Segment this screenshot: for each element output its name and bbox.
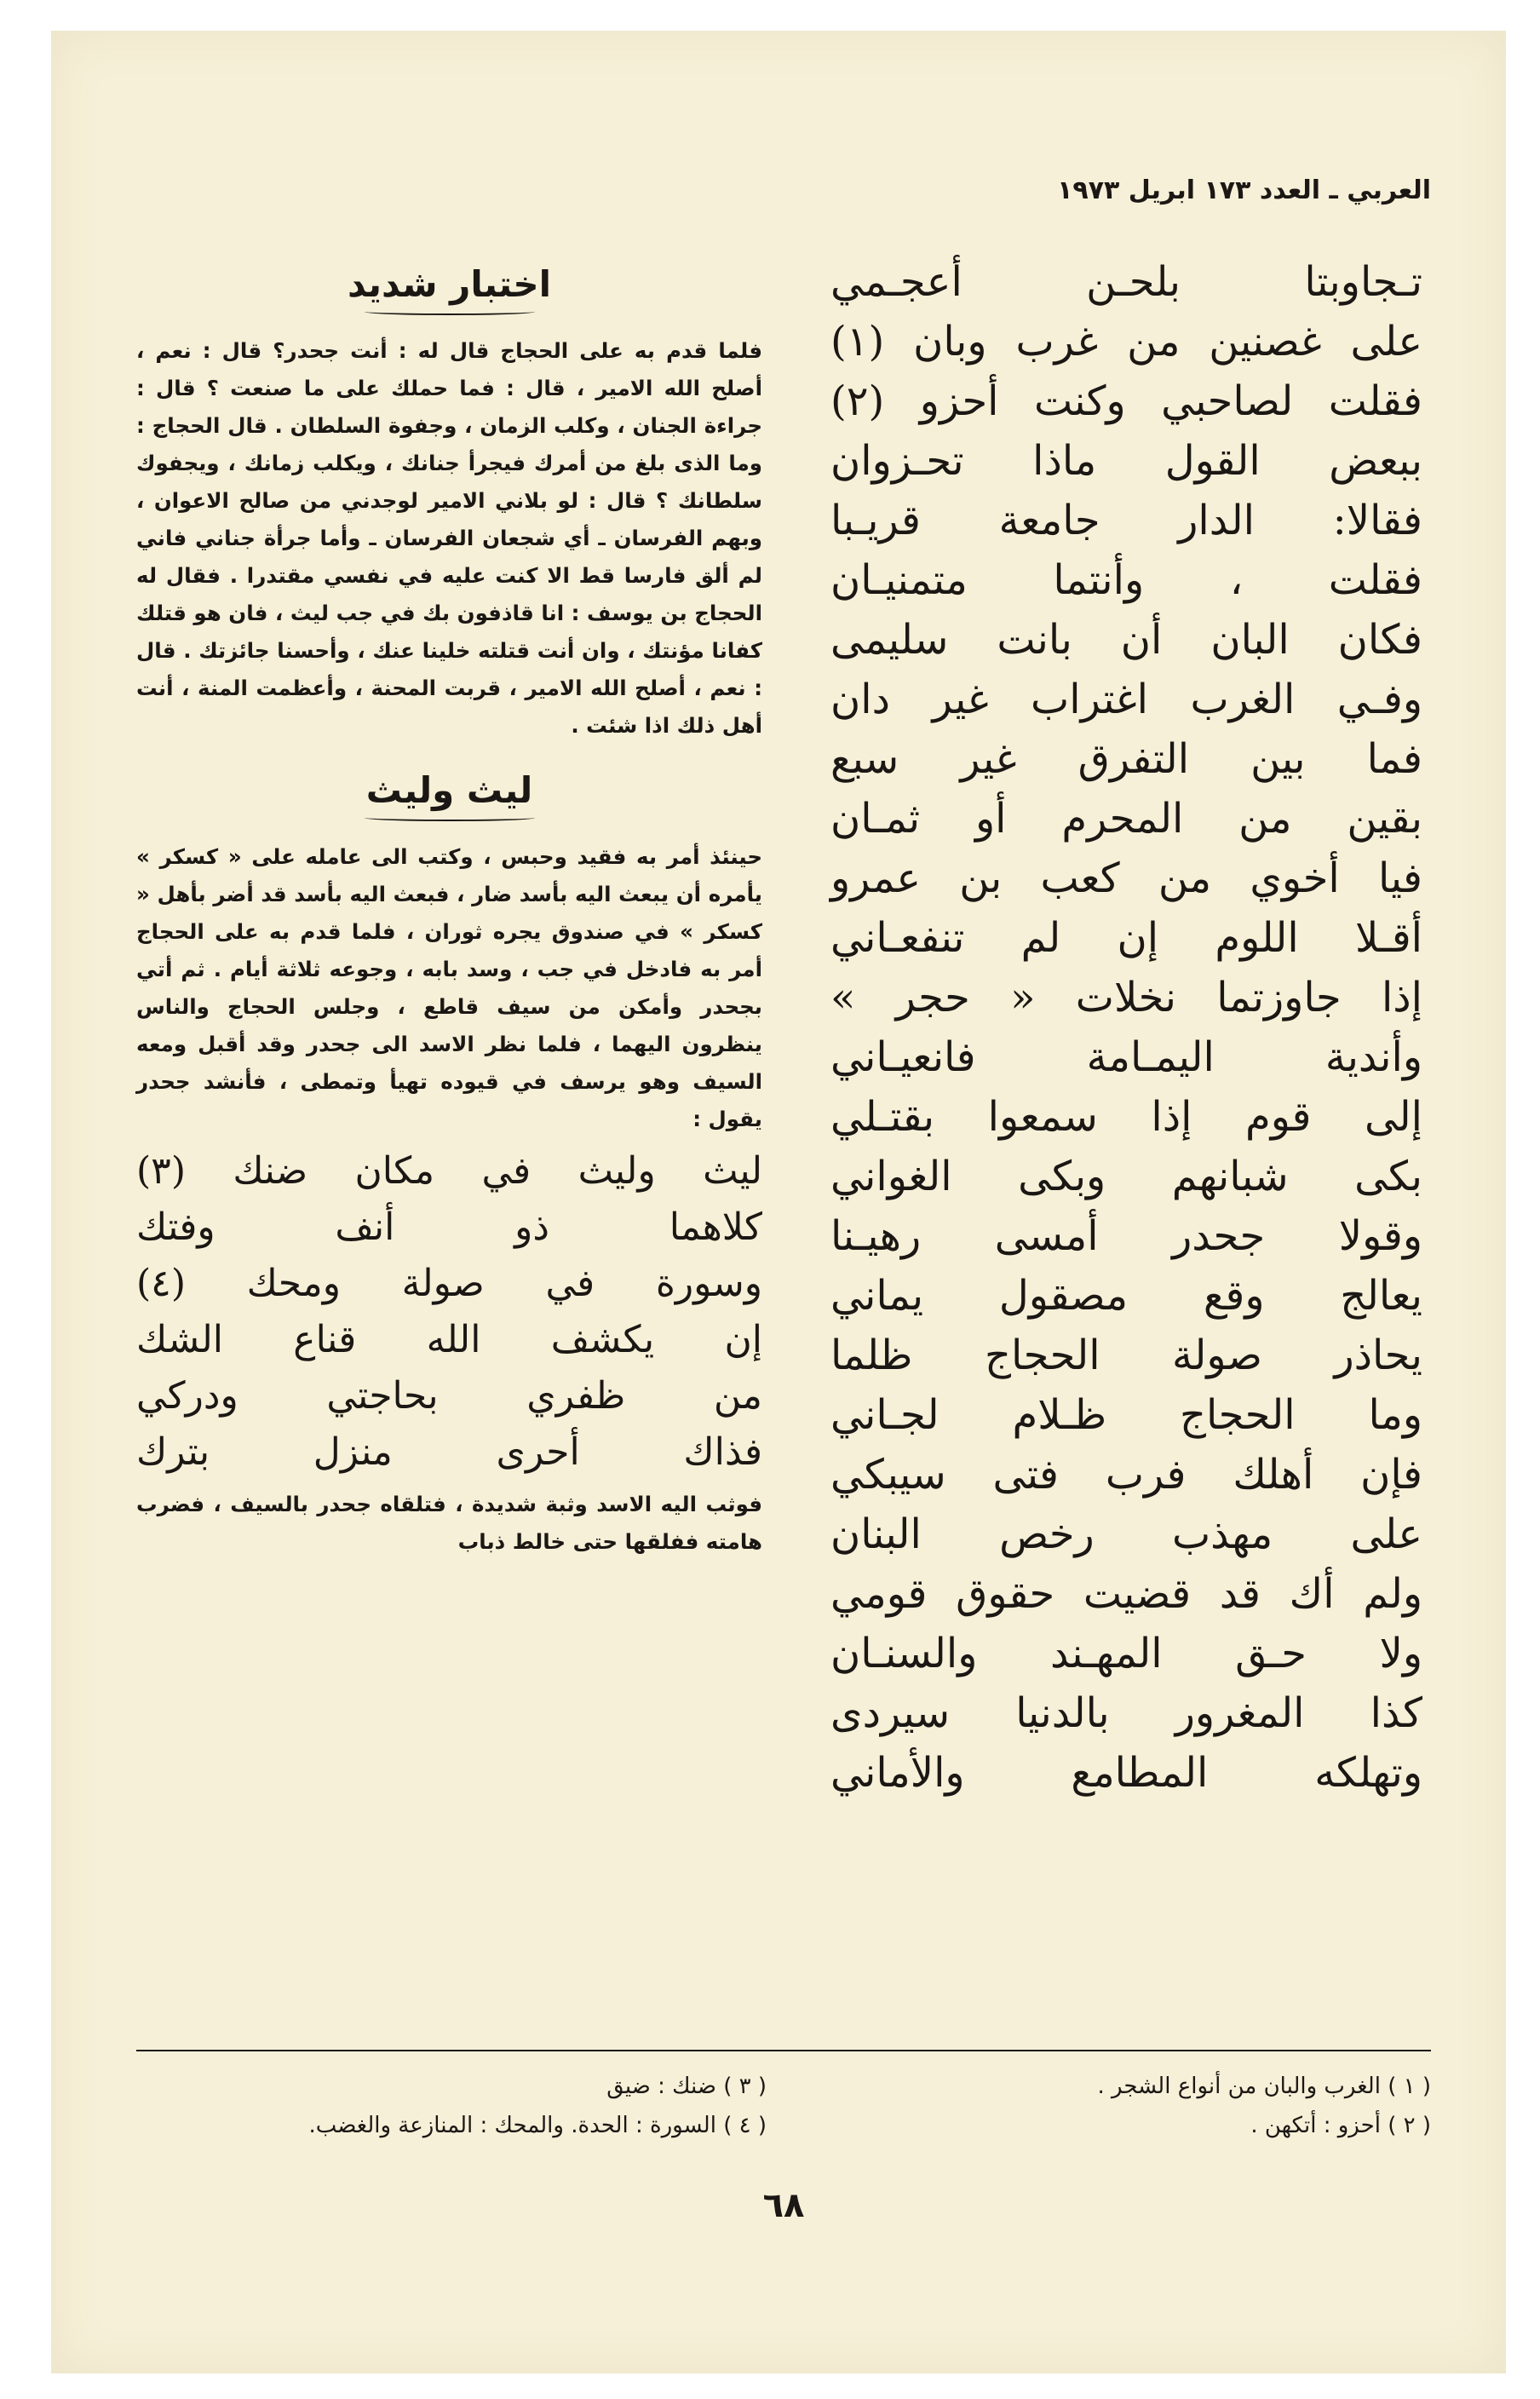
poem-verse: ببعض القول ماذا تحـزوان xyxy=(830,437,1422,485)
running-head: العربي ـ العدد ١٧٣ ابريل ١٩٧٣ xyxy=(1057,175,1431,205)
poem-verse: فيا أخوي من كعب بن عمرو xyxy=(830,854,1422,902)
poem-verse: كلاهما ذو أنف وفتك xyxy=(136,1205,762,1249)
poem-verse: من ظفري بحاجتي ودركي xyxy=(136,1374,762,1418)
poem-verse: فإن أهلك فرب فتى سيبكي xyxy=(830,1451,1422,1499)
footnote-rule xyxy=(136,2050,1431,2051)
section-text-test: فلما قدم به على الحجاج قال له : أنت جحدر؟ قال : نعم ، أصلح الله الامير ، قال : فما حملك على ما صنعت ؟ قال : جراءة الجنان ، وكلب الزمان ، وجفوة السلطان . قال الحجاج : وما الذى بلغ من أمرك فيجرأ جنانك ، ويكلب زمانك ، ويجفوك سلطانك ؟ قال : لو بلاني الامير لوجدني من صالح الاعوان ، وبهم الفرسان ـ أي شجعان الفرسان ـ وأما جرأة جناني فاني لم ألق فارسا قط الا كنت عليه في نفسي مقتدرا . فقال له الحجاج بن يوسف : انا قاذفون بك في جب ليث ، فان هو قتلك كفانا مؤنتك ، وان أنت قتلته خلينا عنك ، وأحسنا جائزتك . قال : نعم ، أصلح الله الامير ، قربت المحنة ، وأعظمت المنة ، أنت أهل ذلك اذا شئت . xyxy=(136,338,762,738)
poem-verse: كذا المغرور بالدنيا سيردى xyxy=(830,1689,1422,1737)
page-number: ٦٨ xyxy=(762,2186,805,2225)
embedded-poem xyxy=(136,1143,762,1481)
poem-verse: على مهذب رخص البنان xyxy=(830,1510,1422,1558)
poem-verse: فقلت ، وأنتما متمنيـان xyxy=(830,556,1422,604)
footnote-item: ( ٢ ) أحزو : أتكهن . xyxy=(1250,2113,1431,2138)
page-content xyxy=(136,141,1431,2322)
footnotes-left xyxy=(136,2067,767,2145)
poem-verse: وما الحجاج ظـلام لجـاني xyxy=(830,1391,1422,1439)
poem-verse: وأندية اليمـامة فانعيـاني xyxy=(830,1033,1422,1081)
section-title-test: اختبار شديد xyxy=(347,263,552,305)
title-underline xyxy=(365,814,535,821)
poem-verse: إذا جاوزتما نخلات « حجر » xyxy=(830,974,1422,1021)
footnotes-right xyxy=(801,2067,1431,2145)
poem-verse: أقـلا اللوم إن لم تنفعـاني xyxy=(830,914,1422,962)
poem-verse: ولا حـق المهـند والسنـان xyxy=(830,1630,1422,1677)
poem-verse: وتهلكه المطامع والأماني xyxy=(830,1749,1422,1797)
footnotes xyxy=(136,2067,1431,2169)
section-text-after: فوثب اليه الاسد وثبة شديدة ، فتلقاه جحدر بالسيف ، فضرب هامته ففلقها حتى خالط ذباب xyxy=(136,1492,762,1554)
poem-verse: إن يكشف الله قناع الشك xyxy=(136,1318,762,1361)
footnote-item: ( ١ ) الغرب والبان من أنواع الشجر . xyxy=(1097,2074,1431,2099)
poem-verse: إلى قوم إذا سمعوا بقتـلي xyxy=(830,1093,1422,1141)
footnote-item: ( ٤ ) السورة : الحدة. والمحك : المنازعة والغضب. xyxy=(308,2113,767,2138)
poem-verse: فقالا: الدار جامعة قريـبا xyxy=(830,497,1422,544)
poem-verse: وقولا جحدر أمسى رهيـنا xyxy=(830,1212,1422,1260)
poem-verse: يحاذر صولة الحجاج ظلما xyxy=(830,1332,1422,1379)
poem-verse: وسورة في صولة ومحك (٤) xyxy=(136,1262,762,1305)
footnote-item: ( ٣ ) ضنك : ضيق xyxy=(606,2074,767,2099)
poem-verse: بكى شبانهم وبكى الغواني xyxy=(830,1153,1422,1200)
poem-verse: بقين من المحرم أو ثمـان xyxy=(830,795,1422,843)
poem-verse: تـجاوبتا بلحـن أعجـمي xyxy=(830,258,1422,306)
poem-verse: على غصنين من غرب وبان (١) xyxy=(830,318,1422,365)
poem-verse: فقلت لصاحبي وكنت أحزو (٢) xyxy=(830,377,1422,425)
magazine-page xyxy=(51,31,1506,2373)
poem-verse: وفـي الغرب اغتراب غير دان xyxy=(830,676,1422,723)
poem-verse: فذاك أحرى منزل بترك xyxy=(136,1430,762,1474)
section-text-lion: حينئذ أمر به فقيد وحبس ، وكتب الى عامله على « كسكر » يأمره أن يبعث اليه بأسد ضار ، فبعث اليه بأسد قد أضر بأهل « كسكر » في صندوق يجره ثوران ، فلما قدم به على الحجاج أمر به فادخل في جب ، وسد بابه ، وجوعه ثلاثة أيام . ثم أتي بجحدر وأمكن من سيف قاطع ، وجلس الحجاج والناس ينظرون اليهما ، فلما نظر الاسد الى جحدر وقد أقبل ومعه السيف وهو يرسف في قيوده تهيأ وتمطى ، فأنشد جحدر يقول : xyxy=(136,844,762,1131)
section-title-lion: ليث وليث xyxy=(365,769,533,811)
poem-column xyxy=(805,252,1431,2160)
prose-column xyxy=(136,252,762,2160)
poem-verse: ولم أك قد قضيت حقوق قومي xyxy=(830,1570,1422,1618)
poem-verse: ليث وليث في مكان ضنك (٣) xyxy=(136,1149,762,1193)
poem-verse: فكان البان أن بانت سليمى xyxy=(830,616,1422,664)
poem-verse: فما بين التفرق غير سبع xyxy=(830,735,1422,783)
poem-verse: يعالج وقع مصقول يماني xyxy=(830,1272,1422,1320)
title-underline xyxy=(365,308,535,315)
